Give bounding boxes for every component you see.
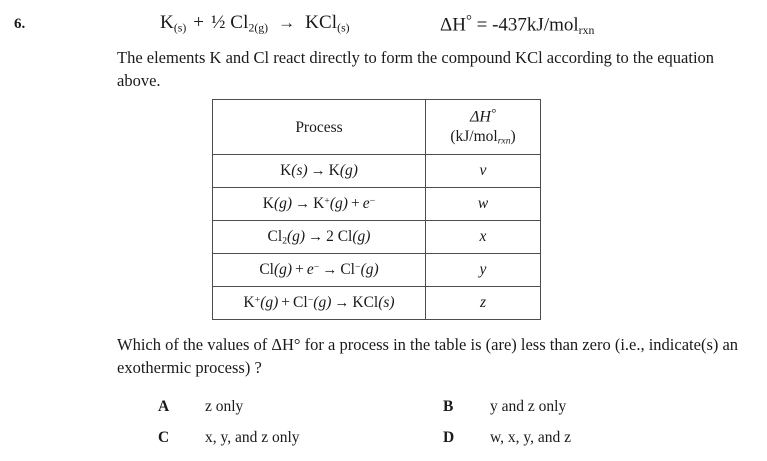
charge-superscript: − [354,261,361,273]
chemical-equation [160,12,350,35]
equation-product-kcl: KCl$_{(s)}$ [305,12,350,35]
charge-superscript: + [254,294,261,306]
enthalpy-subscript-rxn: rxn [578,23,595,37]
table-body [213,155,541,320]
table-header-row [213,100,541,155]
equation-arrow-icon: → [278,13,296,32]
molecular-subscript: 2 [282,235,287,247]
process-cell-ionization: K(g) → K+(g) + e− [213,188,426,221]
charge-superscript: + [324,195,330,207]
process-cell-lattice-formation: K+(g) + Cl−(g) → KCl(s) [213,287,426,320]
reaction-arrow-icon: → [322,262,338,278]
option-letter-d: D [443,429,455,446]
charge-superscript: − [369,195,376,207]
table-header-enthalpy-units: (kJ/mol$_{rxn}$) [450,127,516,147]
option-text-a: z only [205,398,244,415]
table-row [213,254,541,287]
option-text-c: x, y, and z only [205,429,300,446]
reaction-arrow-icon: → [310,163,326,179]
equation-enthalpy-value: ΔH° = -437kJ/mol$_{rxn}$ [440,13,595,37]
process-cell-bond-dissociation: $Cl_2(g) \to 2$ Cl(g) [213,221,426,254]
charge-superscript: − [313,261,320,273]
reaction-arrow-icon: → [334,295,350,311]
table-header-enthalpy [426,100,541,155]
state-label-solid: (s) [337,21,350,35]
equation-plus-operator: + [193,12,205,33]
option-text-b: y and z only [490,398,567,415]
process-cell-electron-affinity: Cl(g) + e− → Cl−(g) [213,254,426,287]
enthalpy-value-cell: x [426,221,541,254]
enthalpy-value-cell: y [426,254,541,287]
equation-reactant-chlorine: $Cl_{2(g)}$ [230,12,269,35]
process-enthalpy-table [212,99,541,320]
table-header-process: Process [213,100,426,155]
option-letter-a: A [158,398,170,415]
option-letter-c: C [158,429,170,446]
table-row [213,155,541,188]
table-row [213,287,541,320]
state-label-gas: 2(g) [248,21,269,35]
option-text-d: w, x, y, and z [490,429,572,446]
answer-options [0,394,767,454]
option-letter-b: B [443,398,454,415]
enthalpy-value-cell: v [426,155,541,188]
question-number: 6. [14,16,26,32]
intro-paragraph: The elements K and Cl react directly to form the compound KCl according to the equation above. [117,48,715,90]
state-label-solid: (s) [173,21,187,35]
table-row [213,188,541,221]
enthalpy-value-cell: w [426,188,541,221]
reaction-arrow-icon: → [295,196,311,212]
equation-reactant-potassium: $K_{(s)}$ [160,12,187,35]
table-header [213,100,541,155]
process-cell-sublimation: K(s) → K(g) [213,155,426,188]
table-header-enthalpy-symbol: ΔH° [470,105,496,126]
reaction-arrow-icon: → [308,228,324,245]
charge-superscript: − [307,294,314,306]
table-row [213,221,541,254]
question-prompt: Which of the values of ΔH° for a process in the table is (are) less than zero (i.e., indicate(s) an exothermic process) ? [117,335,739,377]
enthalpy-value-cell: z [426,287,541,320]
equation-coefficient-half: ½ [211,12,226,33]
